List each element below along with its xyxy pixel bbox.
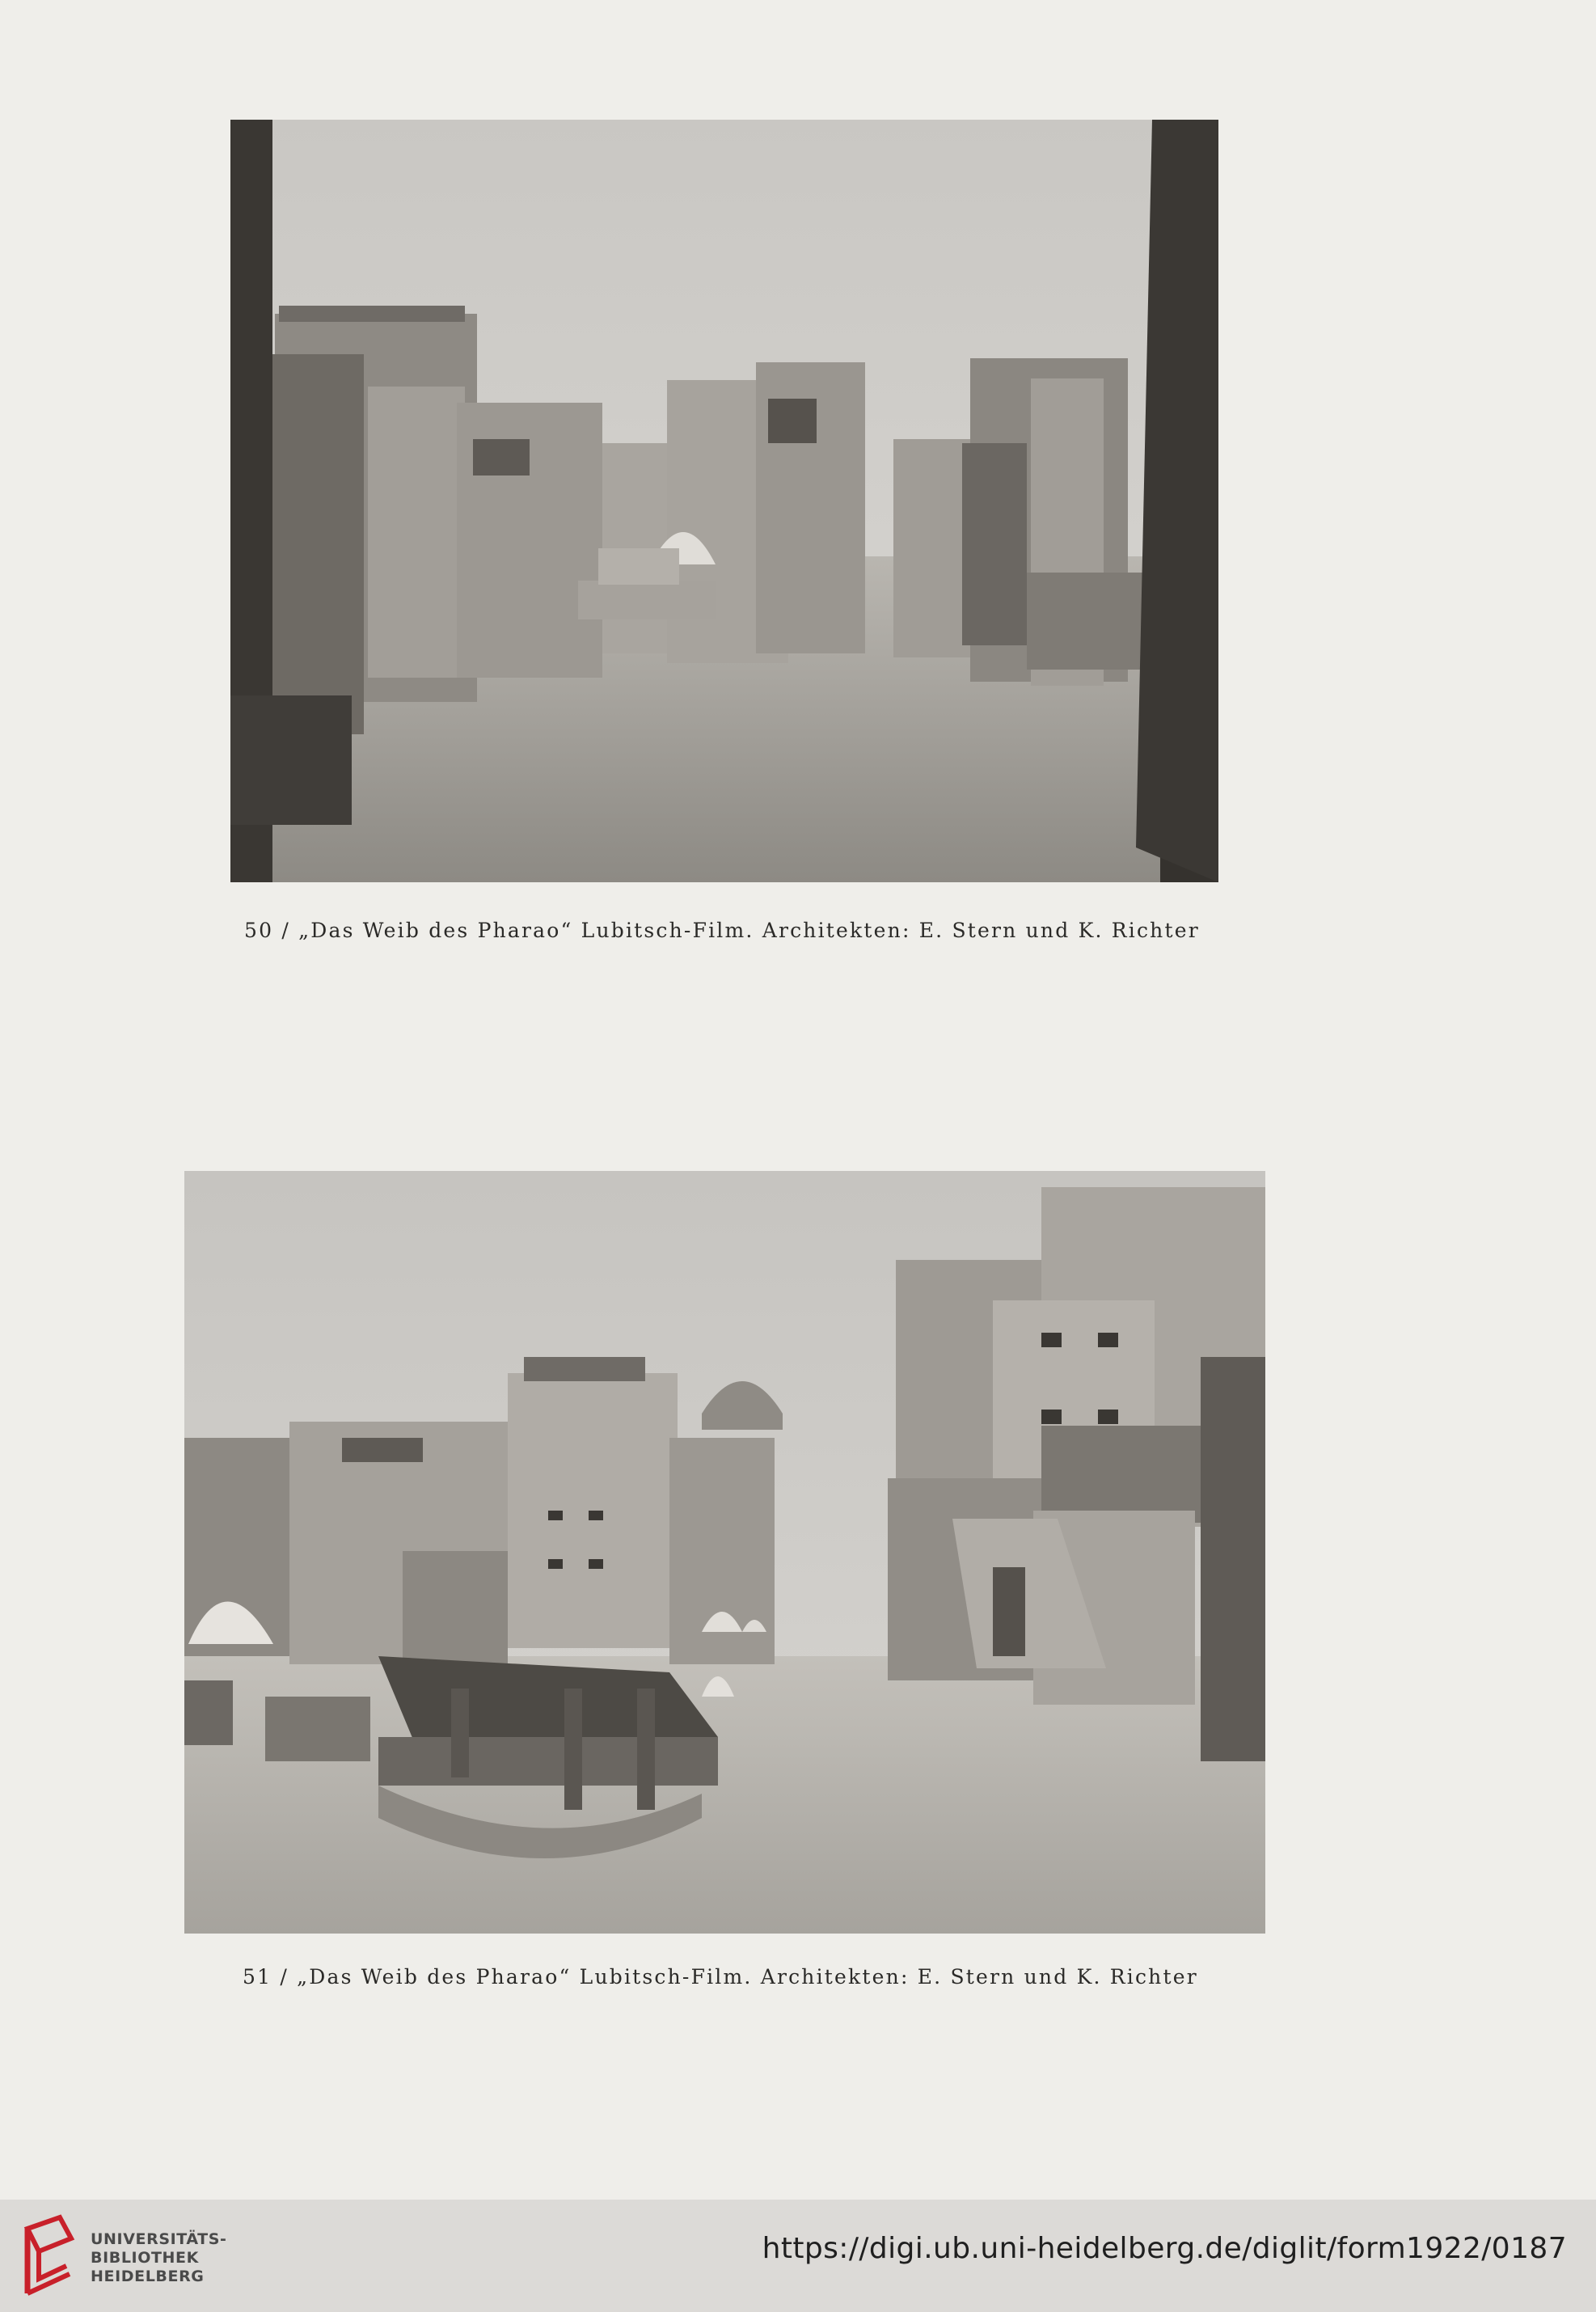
- figure-caption-50: 50 / „Das Weib des Pharao“ Lubitsch-Film. Architekten: E. Stern und K. Richter: [244, 919, 1200, 942]
- permalink-url[interactable]: https://digi.ub.uni-heidelberg.de/diglit/form1922/0187: [762, 2232, 1567, 2265]
- film-set-photo-2: [184, 1171, 1265, 1934]
- figure-caption-51: 51 / „Das Weib des Pharao“ Lubitsch-Film. Architekten: E. Stern und K. Richter: [243, 1965, 1198, 1989]
- library-name: [91, 2230, 227, 2286]
- digital-library-footer: [0, 2200, 1596, 2312]
- library-name-line-2: BIBLIOTHEK: [91, 2249, 199, 2267]
- library-name-line-1: UNIVERSITÄTS-: [91, 2230, 227, 2248]
- film-set-photo-1: [230, 120, 1218, 882]
- library-name-line-3: HEIDELBERG: [91, 2268, 205, 2285]
- library-logo-icon: [19, 2214, 78, 2298]
